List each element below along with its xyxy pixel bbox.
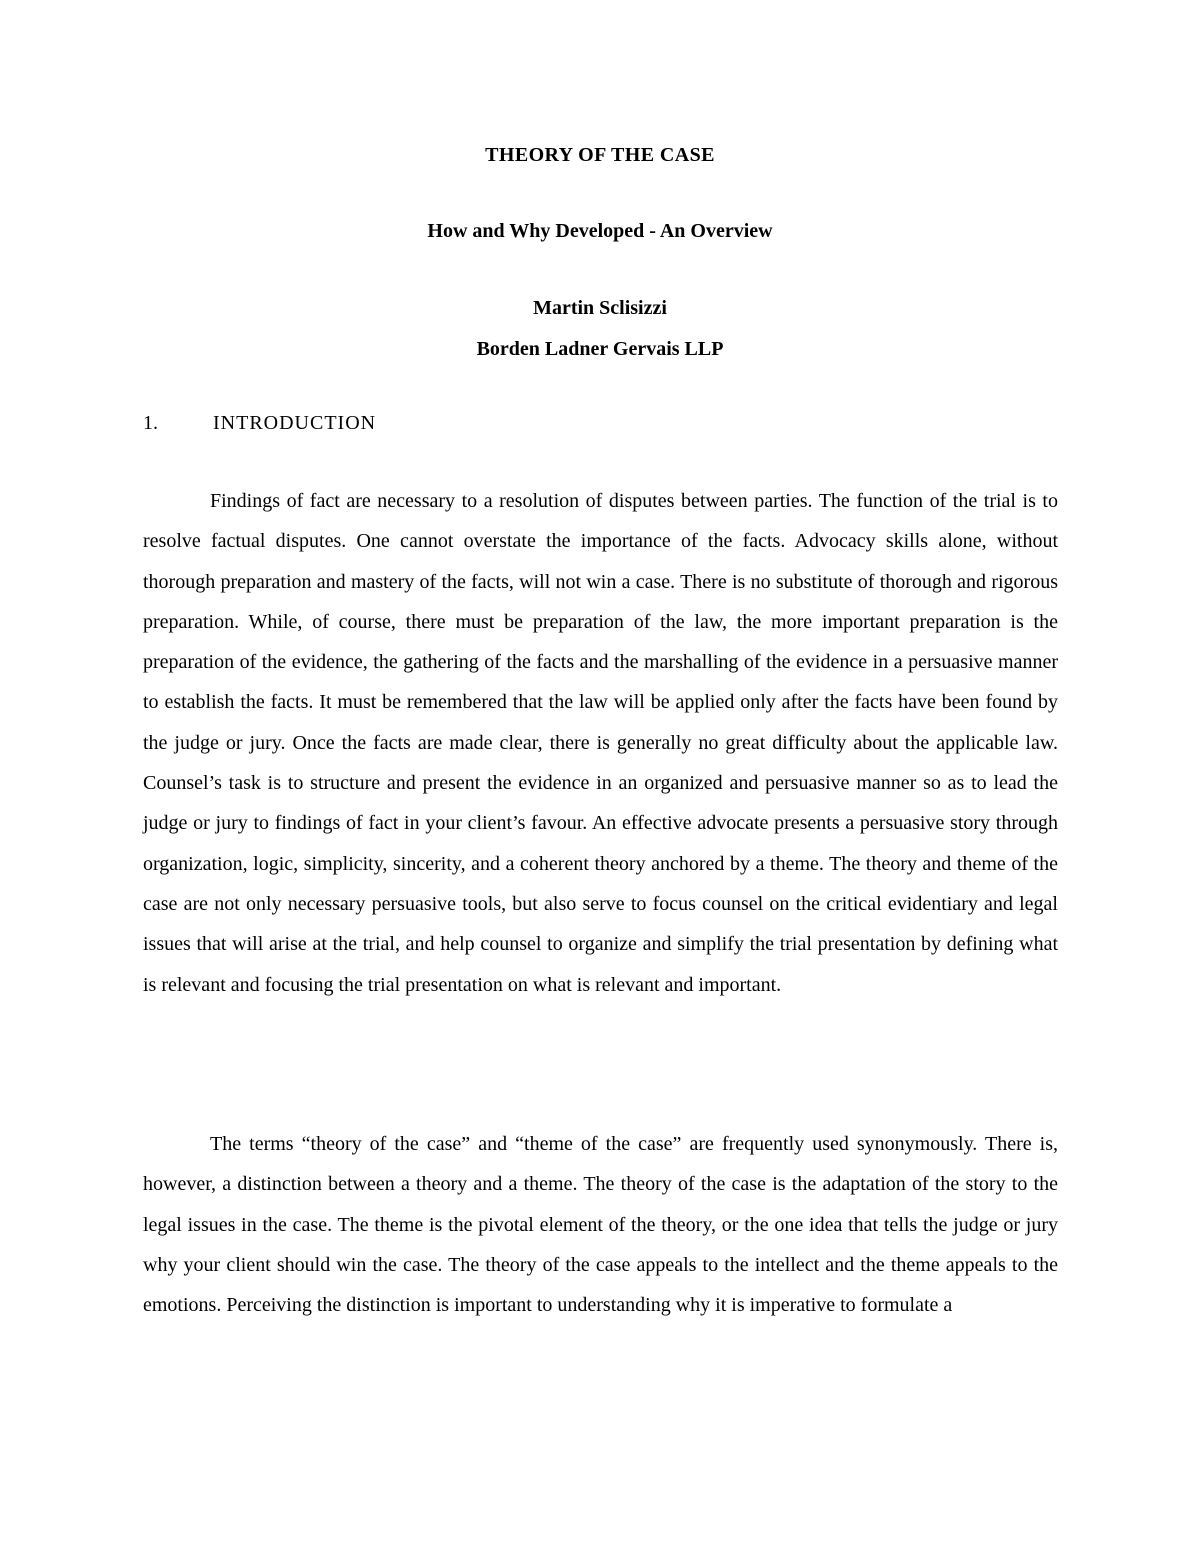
- document-title: THEORY OF THE CASE: [485, 144, 715, 166]
- paragraph-introduction-2: The terms “theory of the case” and “theme of the case” are frequently used synonymously. There is, however, a distinction between a theory and a theme. The theory of the case is the adaptation of the story to the legal issues in the case. The theme is the pivotal element of the theory, or the one idea that tells the judge or jury why your client should win the case. The theory of the case appeals to the intellect and the theme appeals to the emotions. Perceiving the distinction is important to understanding why it is imperative to formulate a: [143, 1133, 1058, 1317]
- paragraph-introduction-1: Findings of fact are necessary to a resolution of disputes between parties. The function of the trial is to resolve factual disputes. One cannot overstate the importance of the facts. Advocacy skills alone, without thorough preparation and mastery of the facts, will not win a case. There is no substitute of thorough and rigorous preparation. While, of course, there must be preparation of the law, the more important preparation is the preparation of the evidence, the gathering of the facts and the marshalling of the evidence in a persuasive manner to establish the facts. It must be remembered that the law will be applied only after the facts have been found by the judge or jury. Once the facts are made clear, there is generally no great difficulty about the applicable law. Counsel’s task is to structure and present the evidence in an organized and persuasive manner so as to lead the judge or jury to findings of fact in your client’s favour. An effective advocate presents a persuasive story through organization, logic, simplicity, sincerity, and a coherent theory anchored by a theme. The theory and theme of the case are not only necessary persuasive tools, but also serve to focus counsel on the critical evidentiary and legal issues that will arise at the trial, and help counsel to organize and simplify the trial presentation by defining what is relevant and focusing the trial presentation on what is relevant and important.: [143, 490, 1058, 996]
- firm-name: Borden Ladner Gervais LLP: [476, 338, 724, 360]
- section-heading: [143, 412, 376, 435]
- author-name: Martin Sclisizzi: [533, 297, 667, 319]
- section-label: INTRODUCTION: [213, 412, 377, 434]
- document-subtitle: How and Why Developed - An Overview: [427, 220, 773, 242]
- section-number: 1.: [143, 412, 158, 434]
